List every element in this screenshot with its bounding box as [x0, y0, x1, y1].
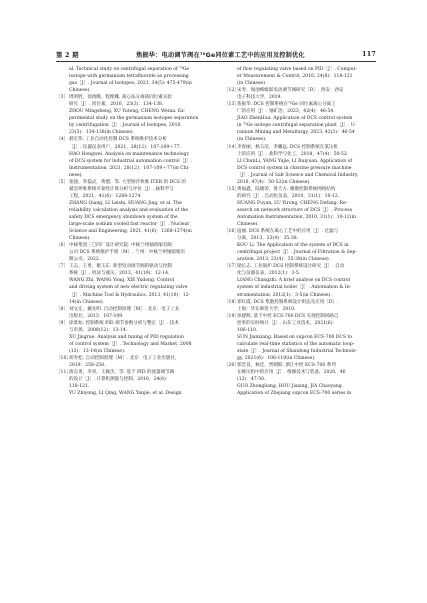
- reference-line: Application of Zhejiang supcon ECS-700 series in: [237, 391, 352, 397]
- reference-line: 系统［J］. 机床与液压，2013，41(19)：12-14.: [69, 271, 170, 277]
- reference-line: search on network structure of DCS［J］. Process: [237, 207, 353, 213]
- reference-line: ZHOU Mingsheng, XU Yuteng, CHENG Weina. Ex-: [69, 109, 186, 115]
- reference-line: DCS control system in chlorine pressure machine: [237, 165, 352, 171]
- reference-line: LI ChunLi, YANG Yujie, LI Ruiyuan. Application of: [237, 158, 353, 164]
- reference-line: 周明胜，徐禹腾，程维娜. 离心法分离锗同位素实验: [69, 95, 172, 101]
- reference-line: YU Zhiyong, LI Qing, WANG Yanjie, et al. Design: [69, 391, 182, 397]
- header-rule: [56, 61, 376, 62]
- reference-entry: [224, 299, 376, 313]
- reference-body: [69, 306, 208, 320]
- reference-line: 研究［J］. 同位素，2010，23(3)：134-138.: [69, 102, 164, 108]
- right-column: [224, 66, 376, 596]
- reference-number: ［17］: [224, 264, 239, 270]
- running-header: [56, 48, 376, 60]
- reference-line: nese).: [69, 172, 83, 178]
- reference-body: [69, 94, 208, 136]
- reference-body: [69, 320, 208, 355]
- reference-line: (12)：47-50.: [237, 377, 266, 383]
- reference-body: [237, 101, 376, 143]
- reference-line: 中核集团三〇四厂设计研究院. 中核兰州铀浓缩有限: [69, 243, 172, 249]
- reference-line: 上的应用［J］. 盐科学与化工，2018，47(4)：50-52.: [237, 151, 349, 157]
- reference-entry: [224, 87, 376, 101]
- reference-line: 黄福鑫，陆晓荣，鲁天方. 聚散控制系统网络结构: [237, 186, 336, 192]
- reference-body: [237, 87, 376, 101]
- reference-line: 106-110.: [237, 327, 258, 333]
- reference-line: 郝宏伟. 工业自动化控制 DCS 系统维护技术分析: [69, 137, 167, 143]
- reference-line: 上海：华东师范大学，2010.: [237, 306, 296, 312]
- reference-line: Chinese).: [69, 236, 91, 242]
- reference-line: 23(3)：134-138(in Chinese).: [69, 130, 134, 136]
- reference-entry: [224, 144, 376, 186]
- reference-line: reliability calculation analysis and evaluation of the: [69, 207, 189, 213]
- reference-body: [69, 179, 208, 242]
- reference-line: 刘文定，戴先明. 自动控制原理［M］. 北京：电子工业: [69, 306, 180, 312]
- reference-line: 2019：258-258.: [69, 362, 106, 368]
- reference-line: system of industrial boiler［J］. Automation & In-: [237, 285, 352, 291]
- page-number: 117: [362, 50, 376, 58]
- left-column: [56, 66, 208, 596]
- reference-body: [237, 313, 376, 362]
- reference-number: ［13］: [224, 102, 239, 108]
- reference-continuation-line: gas［J］. Journal of Isotopes, 2021, 34(5): 475-479(in: [69, 81, 192, 87]
- reference-entry: [224, 362, 376, 397]
- reference-entry: [56, 263, 208, 305]
- reference-entry: [56, 369, 208, 397]
- reference-body: [237, 263, 376, 298]
- reference-entry: [224, 263, 376, 298]
- reference-number: ［15］: [224, 186, 239, 192]
- reference-line: Instrumentation, 2021, 28(12)：107-109＋77(in Chi-: [69, 165, 190, 171]
- reference-number: ［10］: [56, 355, 71, 361]
- reference-line: HUANG Fuyan, LU Yirong, CHENG Defang. Re-: [237, 200, 348, 206]
- running-title: 焦振华：电动调节阀在⁷⁰Ge同位素工艺中的应用及控制优化: [135, 51, 305, 59]
- reference-line: calculate real-time statistics of the automatic loop-: [237, 341, 355, 347]
- reference-number: ［3］: [56, 95, 68, 101]
- reference-line: in ⁷⁰Ge isotope centrifugal separation plant［J］. U-: [237, 123, 356, 129]
- reference-line: 工程，2021，41(6)：1268-1274.: [69, 193, 142, 199]
- reference-line: 公司 DCS 系统维护手册［M］. 兰州：中核兰州铀浓缩有: [69, 250, 186, 256]
- reference-body: [69, 369, 208, 397]
- reference-entry: [56, 242, 208, 263]
- issue-number: 第 2 期: [56, 50, 79, 59]
- reference-line: 孙建辉. 基于中控 ECS-700 DCS 实现控制回路自: [237, 313, 339, 319]
- reference-line: ［J］. 仪器仪表用户，2021，28(12)：107-109＋77.: [69, 144, 182, 150]
- reference-line: 出版社，2013：107-109.: [69, 313, 124, 319]
- reference-line: 焦振华. DCS 控制系统在⁷⁰Ge 同位素离心分离工: [237, 102, 336, 108]
- reference-body: [237, 362, 376, 397]
- reference-entry: [56, 320, 208, 355]
- reference-entry: [224, 186, 376, 228]
- reference-line: 的研究［J］. 自动化仪表，2010，31(1)：10-12.: [237, 193, 340, 199]
- reference-number: ［20］: [224, 362, 239, 368]
- reference-line: 俞志勇，李青，王佩杰，等. 基于 PID 的流量调节阀: [69, 370, 175, 376]
- reference-line: ［J］. Machine Tool & Hydraulics, 2013, 41(19)：12-: [69, 292, 191, 298]
- reference-entry: [224, 101, 376, 143]
- reference-line: 邓红霞. DCS 集散控制系统设计组态及应用［D］.: [237, 299, 339, 305]
- reference-entry: [56, 136, 208, 178]
- reference-line: KOU Li. The Application of the system of DCS in: [237, 243, 349, 249]
- reference-line: XU Jingrue. Analysis and tuning of PID regulation: [69, 334, 184, 340]
- reference-number: ［7］: [56, 264, 68, 270]
- reference-columns: [56, 66, 376, 596]
- reference-line: perimental study on the germanium isotopes separation: [69, 116, 199, 122]
- reference-number: ［14］: [224, 144, 239, 150]
- reference-line: strumentation, 2012(1)：3-5(in Chinese).: [237, 292, 332, 298]
- reference-entry: [56, 355, 208, 369]
- reference-line: 李春丽，杨玉洁，李曦远. DCS 控制系统在氯压机: [237, 144, 338, 150]
- reference-line: 化与仪器仪表，2012(1)：3-5.: [237, 271, 301, 277]
- reference-line: by centrifugation［J］. Journal of Isotopes, 2010,: [69, 123, 182, 129]
- reference-line: ranium Mining and Metallurgy, 2023, 42(3)：46-54: [237, 130, 355, 136]
- reference-line: 的设计［J］. 计算机测量与控制，2016，24(8)：: [69, 377, 171, 383]
- reference-number: ［18］: [224, 299, 239, 305]
- reference-line: safety DCS emergency shutdown system of the: [69, 214, 178, 220]
- reference-number: ［9］: [56, 320, 68, 326]
- reference-continuation-line: of flow regulating valve based on PID［J］. Comput-: [237, 67, 357, 72]
- reference-line: 2018, 47(4)：50-52(in Chinese).: [237, 179, 311, 185]
- reference-entry: [56, 179, 208, 242]
- reference-continuation-line: er Measurement & Control, 2016, 24(8)：118-121: [237, 74, 353, 80]
- reference-line: 与市场，2008(12)：13-14.: [69, 327, 128, 333]
- reference-line: SUN Jianxiang. Based on supcon ECS-700 DCS to: [237, 334, 353, 340]
- reference-number: ［19］: [224, 313, 239, 319]
- reference-line: gy, 2021(6)：106-110(in Chinese).: [237, 355, 316, 361]
- reference-line: 郭恋良，候佳，贾朝阳. 浙江中控 ECS-700 系列: [237, 362, 336, 368]
- reference-entry: [224, 228, 376, 263]
- reference-number: ［16］: [224, 229, 239, 235]
- reference-line: 徐景如. 控制系统 PID 调节参数分析与整定［J］. 技术: [69, 320, 179, 326]
- reference-line: (12)：13-14(in Chinese).: [69, 348, 126, 354]
- reference-line: Automation Instrumentation, 2010, 31(1)：10-12(in: [237, 214, 356, 220]
- reference-continuation-line: al. Technical study on centrifugal separation of ⁷⁰Ge: [69, 67, 190, 72]
- reference-line: JIAO ZhenHua. Application of DCS control system: [237, 116, 353, 122]
- reference-body: [237, 186, 376, 228]
- reference-number: ［4］: [56, 137, 68, 143]
- reference-body: [237, 299, 376, 313]
- reference-line: 118-121.: [69, 384, 90, 390]
- reference-line: Chinese).: [237, 222, 259, 228]
- reference-line: 紧急停堆系统可靠性计算分析与评价［J］. 核科学与: [69, 186, 174, 192]
- reference-line: and driving system of new electric regulating valve: [69, 285, 188, 291]
- reference-line: large-scale sodium cooled fast reactor［J］. Nuclear: [69, 222, 190, 228]
- reference-body: [237, 228, 376, 263]
- reference-line: ZHANG Qiang, LI Leishi, HUANG Jing, et al. The: [69, 200, 182, 206]
- reference-line: 寇丽. DCS 系统在离心工艺中的应用［J］. 过滤与: [237, 229, 339, 235]
- reference-number: ［11］: [56, 370, 71, 376]
- reference-body: [69, 355, 208, 369]
- reference-line: 宋寿，锡池细级联电动调节阀研究［D］. 西安：西安: [237, 88, 344, 94]
- reference-line: WANG Zhi, WANG Yong, XIE Yudong. Control: [69, 278, 175, 284]
- reference-continuation-line: Chinese).: [69, 88, 91, 94]
- reference-line: of control system［J］. Technology and Market, 2008: [69, 341, 192, 347]
- reference-line: 14(in Chinese).: [69, 299, 105, 305]
- reference-body: [69, 136, 208, 178]
- reference-number: ［8］: [56, 306, 68, 312]
- reference-number: ［12］: [224, 88, 239, 94]
- reference-line: GUO Zhongliang, HOU Jiaxing, JIA Chaoyang.: [237, 384, 344, 390]
- reference-line: 梁长志. 工业锅炉 DCS 控制系统设计研究［J］. 自动: [237, 264, 345, 270]
- reference-entry: [56, 306, 208, 320]
- reference-line: centrifugal project［J］. Journal of Filtration & Sep-: [237, 250, 357, 256]
- reference-number: ［6］: [56, 243, 68, 249]
- reference-line: (in Chinese).: [237, 137, 267, 143]
- reference-line: 张强，李磊灵，黄德，等. 大型钠冷快堆 ITER 的 DCS 的: [69, 179, 186, 185]
- reference-line: aration, 2013, 23(4)：35-38(in Chinese).: [237, 257, 331, 263]
- reference-line: Science and Engineering, 2021, 41(6)：1268-1274(in: [69, 229, 192, 235]
- reference-line: ［J］. Journal of Salt Science and Chemical Industry,: [237, 172, 359, 178]
- reference-line: 胡寿松. 自动控制原理［M］. 北京：电子工业出版社，: [69, 355, 180, 361]
- reference-body: [69, 242, 208, 263]
- reference-line: of DCS system for industrial automation control［J］.: [69, 158, 193, 164]
- reference-continuation-line: isotope with germanium tetrafluoride as processing: [69, 74, 189, 80]
- reference-line: 控率的实时统计［J］. 山东工业技术，2021(6)：: [237, 320, 338, 326]
- reference-body: [69, 263, 208, 305]
- reference-line: state［J］. Journal of Shandong Industrial Technolo-: [237, 348, 358, 354]
- reference-entry: [224, 313, 376, 362]
- reference-continuation-line: (in Chinese).: [237, 81, 267, 87]
- reference-entry: [56, 94, 208, 136]
- reference-line: 在蜂压机中的应用［J］. 维修技术与装备，2020，46: [237, 370, 346, 376]
- reference-body: [237, 144, 376, 186]
- reference-line: 限公司，2022.: [69, 257, 101, 263]
- reference-line: HAO Hongwei. Analysis on maintenance technology: [69, 151, 190, 157]
- reference-line: 厂的应用［J］. 铀矿冶，2023，42(4)：46-54.: [237, 109, 335, 115]
- reference-line: 王志，王勇，谢玉东. 新型电动调节阀的驱动与控制: [69, 264, 172, 270]
- reference-line: LIANG Changzhi. A brief analyse on DCS control: [237, 278, 350, 284]
- reference-line: 电子科技大学，2019.: [237, 95, 282, 101]
- reference-line: 分离，2013，23(4)：35-38.: [237, 236, 299, 242]
- reference-number: ［5］: [56, 179, 68, 185]
